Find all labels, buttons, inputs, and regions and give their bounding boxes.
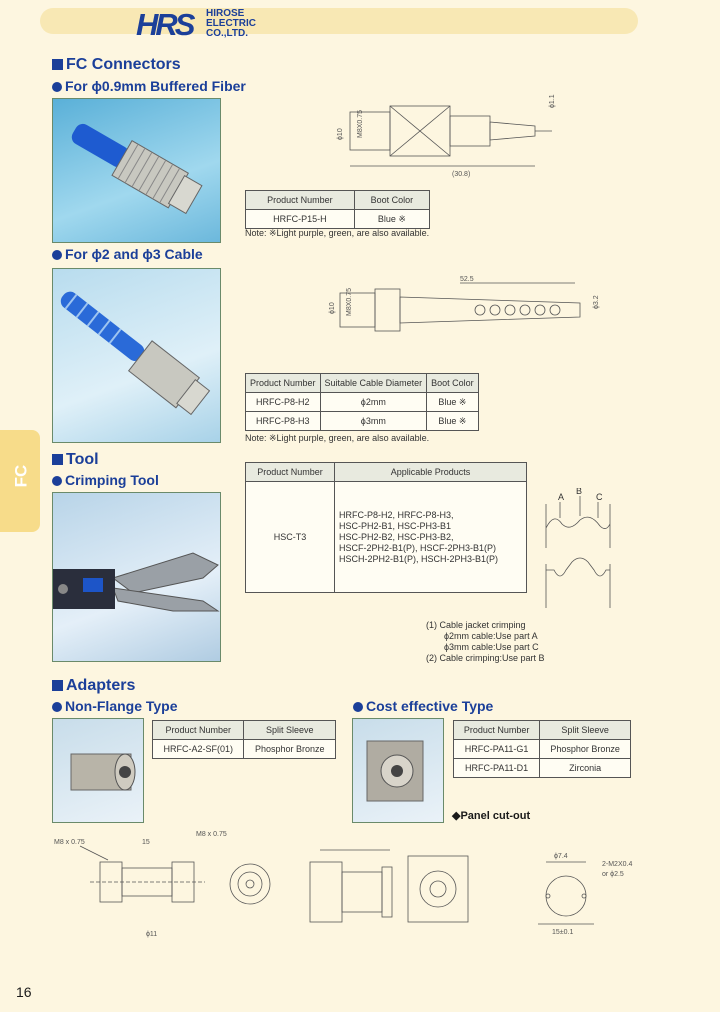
svg-text:ϕ3.2: ϕ3.2 xyxy=(593,295,600,309)
tool-table: Product Number Applicable Products HSC-T3 HRFC-P8-H2, HRFC-P8-H3, HSC-PH2-B1, HSC-PH3-B1 HSC-PH2-B2, HSC-PH3-B2, HSCF-2PH2-B1(P), HSCF-2PH3-B1(P) HSCH-2PH2-B1(P), HSCH-2PH3-B1(P) xyxy=(245,462,527,593)
tool-notes: (1) Cable jacket crimping ϕ2mm cable:Use part A ϕ3mm cable:Use part C (2) Cable crimping:Use part B xyxy=(426,620,545,663)
tool-title: Tool xyxy=(52,451,99,469)
svg-text:C: C xyxy=(596,492,603,502)
fc-sub1-table: Product Number Boot Color HRFC-P15-H Blue ※ xyxy=(245,190,430,229)
svg-text:M8 x 0.75: M8 x 0.75 xyxy=(196,831,227,838)
fc-sub1-note: Note: ※Light purple, green, are also available. xyxy=(245,228,430,238)
svg-text:ϕ10: ϕ10 xyxy=(337,128,344,140)
cost-effective-drawing xyxy=(290,832,490,947)
svg-text:HRS: HRS xyxy=(136,8,193,38)
svg-text:ϕ10: ϕ10 xyxy=(329,302,336,314)
crimping-tool-photo xyxy=(52,492,221,662)
svg-text:15±0.1: 15±0.1 xyxy=(552,929,574,936)
cost-title: Cost effective Type xyxy=(353,698,493,714)
fc-sub1-title: For ϕ0.9mm Buffered Fiber xyxy=(52,78,246,94)
table-row: HRFC-P15-H Blue ※ xyxy=(246,210,430,229)
table-row: HRFC-A2-SF(01) Phosphor Bronze xyxy=(153,740,336,759)
fc-connector-photo-2 xyxy=(52,268,221,443)
svg-text:2-M2X0.4: 2-M2X0.4 xyxy=(602,861,633,868)
svg-text:M8 x 0.75: M8 x 0.75 xyxy=(54,839,85,846)
nonflange-table: Product Number Split Sleeve HRFC-A2-SF(01) Phosphor Bronze xyxy=(152,720,336,759)
cost-effective-photo xyxy=(352,718,444,823)
svg-text:B: B xyxy=(576,488,583,496)
tool-sub-title: Crimping Tool xyxy=(52,472,159,488)
panel-cutout-label: ◆Panel cut-out xyxy=(452,810,531,822)
table-row: HRFC-P8-H2 ϕ2mm Blue ※ xyxy=(246,393,479,412)
fc-sub2-note: Note: ※Light purple, green, are also available. xyxy=(245,433,430,443)
side-tab: FC xyxy=(0,430,40,532)
crimp-die-drawing xyxy=(540,488,615,613)
fc-drawing-1 xyxy=(320,92,560,182)
table-row: HSC-T3 HRFC-P8-H2, HRFC-P8-H3, HSC-PH2-B1, HSC-PH3-B1 HSC-PH2-B2, HSC-PH3-B2, HSCF-2PH2-B1(P), HSCF-2PH3-B1(P) HSCH-2PH2-B1(P), HSCH-2PH3-B1(P) xyxy=(246,482,527,593)
svg-text:(30.8): (30.8) xyxy=(452,171,471,178)
fc-title: FC Connectors xyxy=(52,56,181,74)
svg-text:M8X0.75: M8X0.75 xyxy=(346,287,353,316)
table-row: HRFC-PA11-D1 Zirconia xyxy=(454,759,631,778)
company-name: HIROSE ELECTRIC CO.,LTD. xyxy=(206,8,256,39)
applicable-products: HRFC-P8-H2, HRFC-P8-H3, HSC-PH2-B1, HSC-PH3-B1 HSC-PH2-B2, HSC-PH3-B2, HSCF-2PH2-B1(P), HSCF-2PH3-B1(P) HSCH-2PH2-B1(P), HSCH-2PH3-B1(P) xyxy=(335,482,527,593)
fc-connector-photo-1 xyxy=(52,98,221,243)
svg-text:ϕ11: ϕ11 xyxy=(146,931,158,938)
adapters-title: Adapters xyxy=(52,677,135,695)
page-number: 16 xyxy=(16,984,32,1000)
svg-text:or ϕ2.5: or ϕ2.5 xyxy=(602,871,624,878)
cost-table: Product Number Split Sleeve HRFC-PA11-G1 Phosphor Bronze HRFC-PA11-D1 Zirconia xyxy=(453,720,631,778)
hrs-logo xyxy=(136,8,204,38)
panel-cutout-drawing xyxy=(510,848,640,940)
svg-text:ϕ1.1: ϕ1.1 xyxy=(549,94,556,108)
nonflange-title: Non-Flange Type xyxy=(52,698,178,714)
fc-sub2-title: For ϕ2 and ϕ3 Cable xyxy=(52,246,203,262)
fc-sub2-table: Product Number Suitable Cable Diameter Boot Color HRFC-P8-H2 ϕ2mm Blue ※ HRFC-P8-H3 ϕ3mm Blue ※ xyxy=(245,373,479,431)
nonflange-photo xyxy=(52,718,144,823)
nonflange-drawing xyxy=(50,828,280,940)
svg-text:52.5: 52.5 xyxy=(460,276,474,283)
header-band xyxy=(40,8,638,34)
svg-text:M8X0.75: M8X0.75 xyxy=(357,109,364,138)
table-row: HRFC-PA11-G1 Phosphor Bronze xyxy=(454,740,631,759)
table-row: HRFC-P8-H3 ϕ3mm Blue ※ xyxy=(246,412,479,431)
svg-text:15: 15 xyxy=(142,839,150,846)
fc-drawing-2 xyxy=(300,275,600,345)
svg-text:ϕ7.4: ϕ7.4 xyxy=(554,853,568,860)
svg-text:A: A xyxy=(558,492,565,502)
